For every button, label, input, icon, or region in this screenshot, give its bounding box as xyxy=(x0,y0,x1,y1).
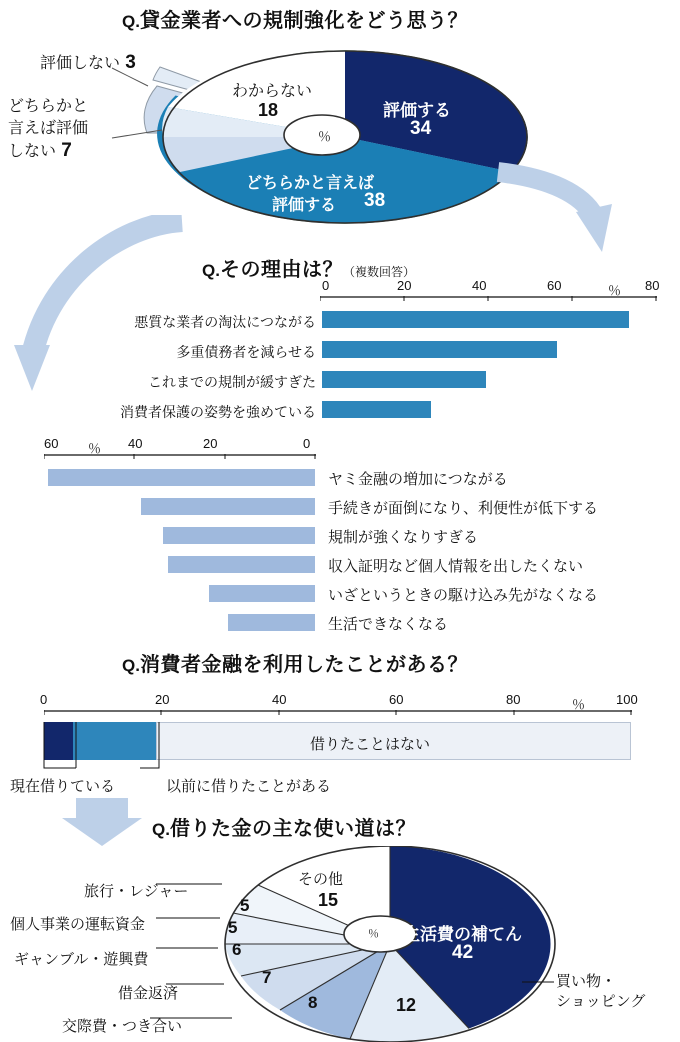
pro-axis-tick-40: 40 xyxy=(472,278,487,293)
usage-tick-80: 80 xyxy=(506,692,521,707)
usage-axis-unit: ％ xyxy=(572,697,586,712)
pro-axis-tick-0: 0 xyxy=(322,278,330,293)
pie2-value-travel: 5 xyxy=(240,896,250,915)
pro-axis-tick-20: 20 xyxy=(397,278,412,293)
con-bar-label-1: 手続きが面倒になり、利便性が低下する xyxy=(328,500,599,517)
pie2-label-shopping: 買い物・ ショッピング xyxy=(556,973,646,1010)
arrow-right-down xyxy=(490,160,630,270)
usage-tick-100: 100 xyxy=(616,692,638,707)
pro-axis-tick-60: 60 xyxy=(547,278,562,293)
pie1-title xyxy=(122,4,468,33)
pie2-value-other: 15 xyxy=(318,890,339,910)
pie2-value-debt: 7 xyxy=(262,968,272,987)
reason-title-sub: （複数回答） xyxy=(342,265,415,279)
con-axis-tick-20: 20 xyxy=(203,436,218,451)
con-bar-4 xyxy=(209,585,315,602)
pie1-label-somewhat-positive: どちらかと言えば xyxy=(246,175,375,192)
pie2-title-q: Q. xyxy=(152,820,170,839)
pro-axis-tick-80: 80 xyxy=(645,278,660,293)
con-bar-label-5: 生活できなくなる xyxy=(328,616,449,633)
con-bar-0 xyxy=(48,469,315,486)
pie2-leader-lines xyxy=(150,878,270,1026)
usage-title-q: Q. xyxy=(122,656,140,675)
pie1-label-unknown: わからない xyxy=(232,83,313,100)
reason-title xyxy=(202,253,415,282)
reason-title-q: Q. xyxy=(202,261,220,280)
pie2-title-text: 借りた金の主な使い道は？ xyxy=(169,818,416,840)
pie1-title-text: 貸金業者への規制強化をどう思う？ xyxy=(139,10,468,32)
usage-axis-line xyxy=(44,710,636,716)
pro-bar-2 xyxy=(322,371,486,388)
usage-callout-past: 以前に借りたことがある xyxy=(166,778,332,795)
usage-callout-current: 現在借りている xyxy=(10,778,116,795)
pro-bar-3 xyxy=(322,401,431,418)
pie2-leader-line-shopping xyxy=(520,968,580,998)
pie1-graphic xyxy=(140,32,540,232)
usage-tick-40: 40 xyxy=(272,692,287,707)
pro-axis-unit: ％ xyxy=(608,283,622,298)
con-bar-label-0: ヤミ金融の増加につながる xyxy=(328,471,508,488)
pie1-value-positive: 34 xyxy=(410,118,432,139)
reason-title-text: その理由は？ xyxy=(219,259,343,281)
con-bar-label-3: 収入証明など個人情報を出したくない xyxy=(328,558,584,575)
pro-bar-label-0: 悪質な業者の淘汰につながる xyxy=(134,314,316,330)
pie1-leader-lines xyxy=(100,60,180,170)
pro-bar-label-1: 多重債務者を減らせる xyxy=(176,344,316,360)
pie1-value-somewhat-positive: 38 xyxy=(364,190,386,211)
pie2-label-debt: 借金返済 xyxy=(118,985,179,1002)
con-axis-line xyxy=(44,454,320,460)
pie2-label-living: 生活費の補てん xyxy=(403,925,522,944)
con-bar-1 xyxy=(141,498,315,515)
usage-title-text: 消費者金融を利用したことがある？ xyxy=(139,654,468,676)
pie2-center-label: ％ xyxy=(368,928,379,940)
pie2-value-gamble: 6 xyxy=(232,940,242,959)
con-bar-3 xyxy=(168,556,315,573)
con-axis-tick-40: 40 xyxy=(128,436,143,451)
pie2-label-business: 個人事業の運転資金 xyxy=(10,916,146,933)
pie1-label-negative: 評価しない 3 xyxy=(40,52,136,73)
pie2-value-social: 8 xyxy=(308,993,318,1012)
usage-tick-0: 0 xyxy=(40,692,48,707)
con-axis-tick-60: 60 xyxy=(44,436,59,451)
usage-title xyxy=(122,648,468,677)
pie2-label-other: その他 xyxy=(298,871,344,888)
con-axis-unit: ％ xyxy=(88,441,102,456)
pro-bar-label-2: これまでの規制が緩すぎた xyxy=(148,374,316,390)
pie1-label-positive: 評価する xyxy=(383,101,451,120)
pie1-value-unknown: 18 xyxy=(258,100,279,120)
usage-seg-never-label: 借りたことはない xyxy=(310,736,431,753)
pro-bar-0 xyxy=(322,311,629,328)
pie2-title xyxy=(152,812,416,841)
arrow-down-pie2 xyxy=(62,796,142,848)
pie1-label-somewhat-positive-2: 評価する xyxy=(272,197,337,214)
pie2-label-social: 交際費・つき合い xyxy=(62,1018,183,1035)
pie2-value-shopping: 12 xyxy=(396,995,417,1015)
con-bar-label-2: 規制が強くなりすぎる xyxy=(328,529,479,546)
con-bar-label-4: いざというときの駆け込み先がなくなる xyxy=(328,587,599,604)
pie2-label-gamble: ギャンブル・遊興費 xyxy=(14,951,149,968)
usage-tick-60: 60 xyxy=(389,692,404,707)
usage-tick-20: 20 xyxy=(155,692,170,707)
pie1-center-percent: ％ xyxy=(318,129,332,144)
con-bar-5 xyxy=(228,614,315,631)
pro-bar-label-3: 消費者保護の姿勢を強めている xyxy=(120,404,316,420)
usage-callout-lines xyxy=(40,718,170,780)
pie2-value-living: 42 xyxy=(452,942,474,963)
pro-axis-line xyxy=(320,296,660,302)
pie1-label-somewhat-negative: どちらかと 言えば評価 しない 7 xyxy=(8,98,89,161)
con-bar-2 xyxy=(163,527,315,544)
pie1-title-q: Q. xyxy=(122,12,140,31)
con-axis-tick-0: 0 xyxy=(303,436,311,451)
pie2-label-travel: 旅行・レジャー xyxy=(84,883,189,900)
pro-bar-1 xyxy=(322,341,557,358)
pie2-value-business: 5 xyxy=(228,918,238,937)
